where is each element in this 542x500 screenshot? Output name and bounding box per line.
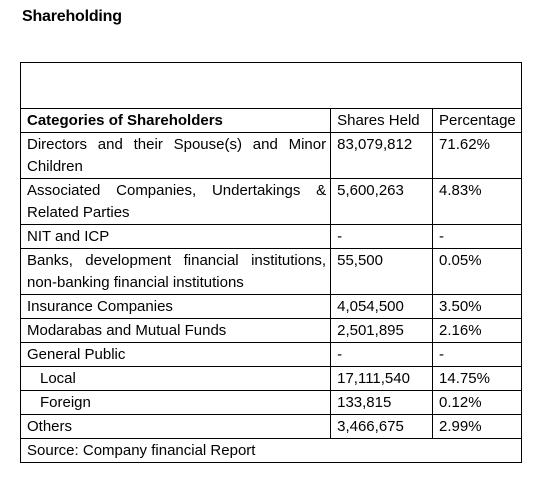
shares-cell: 2,501,895 [331,319,433,343]
table-row [21,319,522,343]
percentage-cell: - [433,225,522,249]
percentage-cell: 2.99% [433,415,522,439]
category-cell: Foreign [21,391,331,415]
table-header-row [21,109,522,133]
shares-cell: 17,111,540 [331,367,433,391]
percentage-cell: 0.12% [433,391,522,415]
table-row [21,179,522,225]
table-row [21,343,522,367]
category-cell: Others [21,415,331,439]
category-cell: Banks, development financial institutions, non-banking financial institutions [21,249,331,295]
page-heading: Shareholding [22,8,122,25]
shares-cell: 4,054,500 [331,295,433,319]
blank-title-cell [21,63,522,109]
percentage-cell: 4.83% [433,179,522,225]
category-cell: NIT and ICP [21,225,331,249]
percentage-cell: 14.75% [433,367,522,391]
shareholding-table [20,62,522,463]
shares-cell: - [331,343,433,367]
table-row [21,391,522,415]
percentage-cell: 2.16% [433,319,522,343]
table-row [21,415,522,439]
category-cell: Associated Companies, Undertakings & Related Parties [21,179,331,225]
percentage-cell: 3.50% [433,295,522,319]
shares-cell: 3,466,675 [331,415,433,439]
category-cell: Local [21,367,331,391]
percentage-cell: 71.62% [433,133,522,179]
percentage-cell: - [433,343,522,367]
shares-cell: 133,815 [331,391,433,415]
table-row [21,367,522,391]
table-row [21,225,522,249]
table-row [21,249,522,295]
source-note: Source: Company financial Report [21,439,522,463]
category-cell: Directors and their Spouse(s) and Minor Children [21,133,331,179]
shares-cell: 83,079,812 [331,133,433,179]
header-shares-held: Shares Held [331,109,433,133]
table-title-row [21,63,522,109]
category-cell: General Public [21,343,331,367]
table-row [21,295,522,319]
shares-cell: - [331,225,433,249]
table-row [21,133,522,179]
table-source-row [21,439,522,463]
shares-cell: 5,600,263 [331,179,433,225]
shares-cell: 55,500 [331,249,433,295]
percentage-cell: 0.05% [433,249,522,295]
header-percentage: Percentage [433,109,522,133]
header-category: Categories of Shareholders [21,109,331,133]
category-cell: Modarabas and Mutual Funds [21,319,331,343]
category-cell: Insurance Companies [21,295,331,319]
